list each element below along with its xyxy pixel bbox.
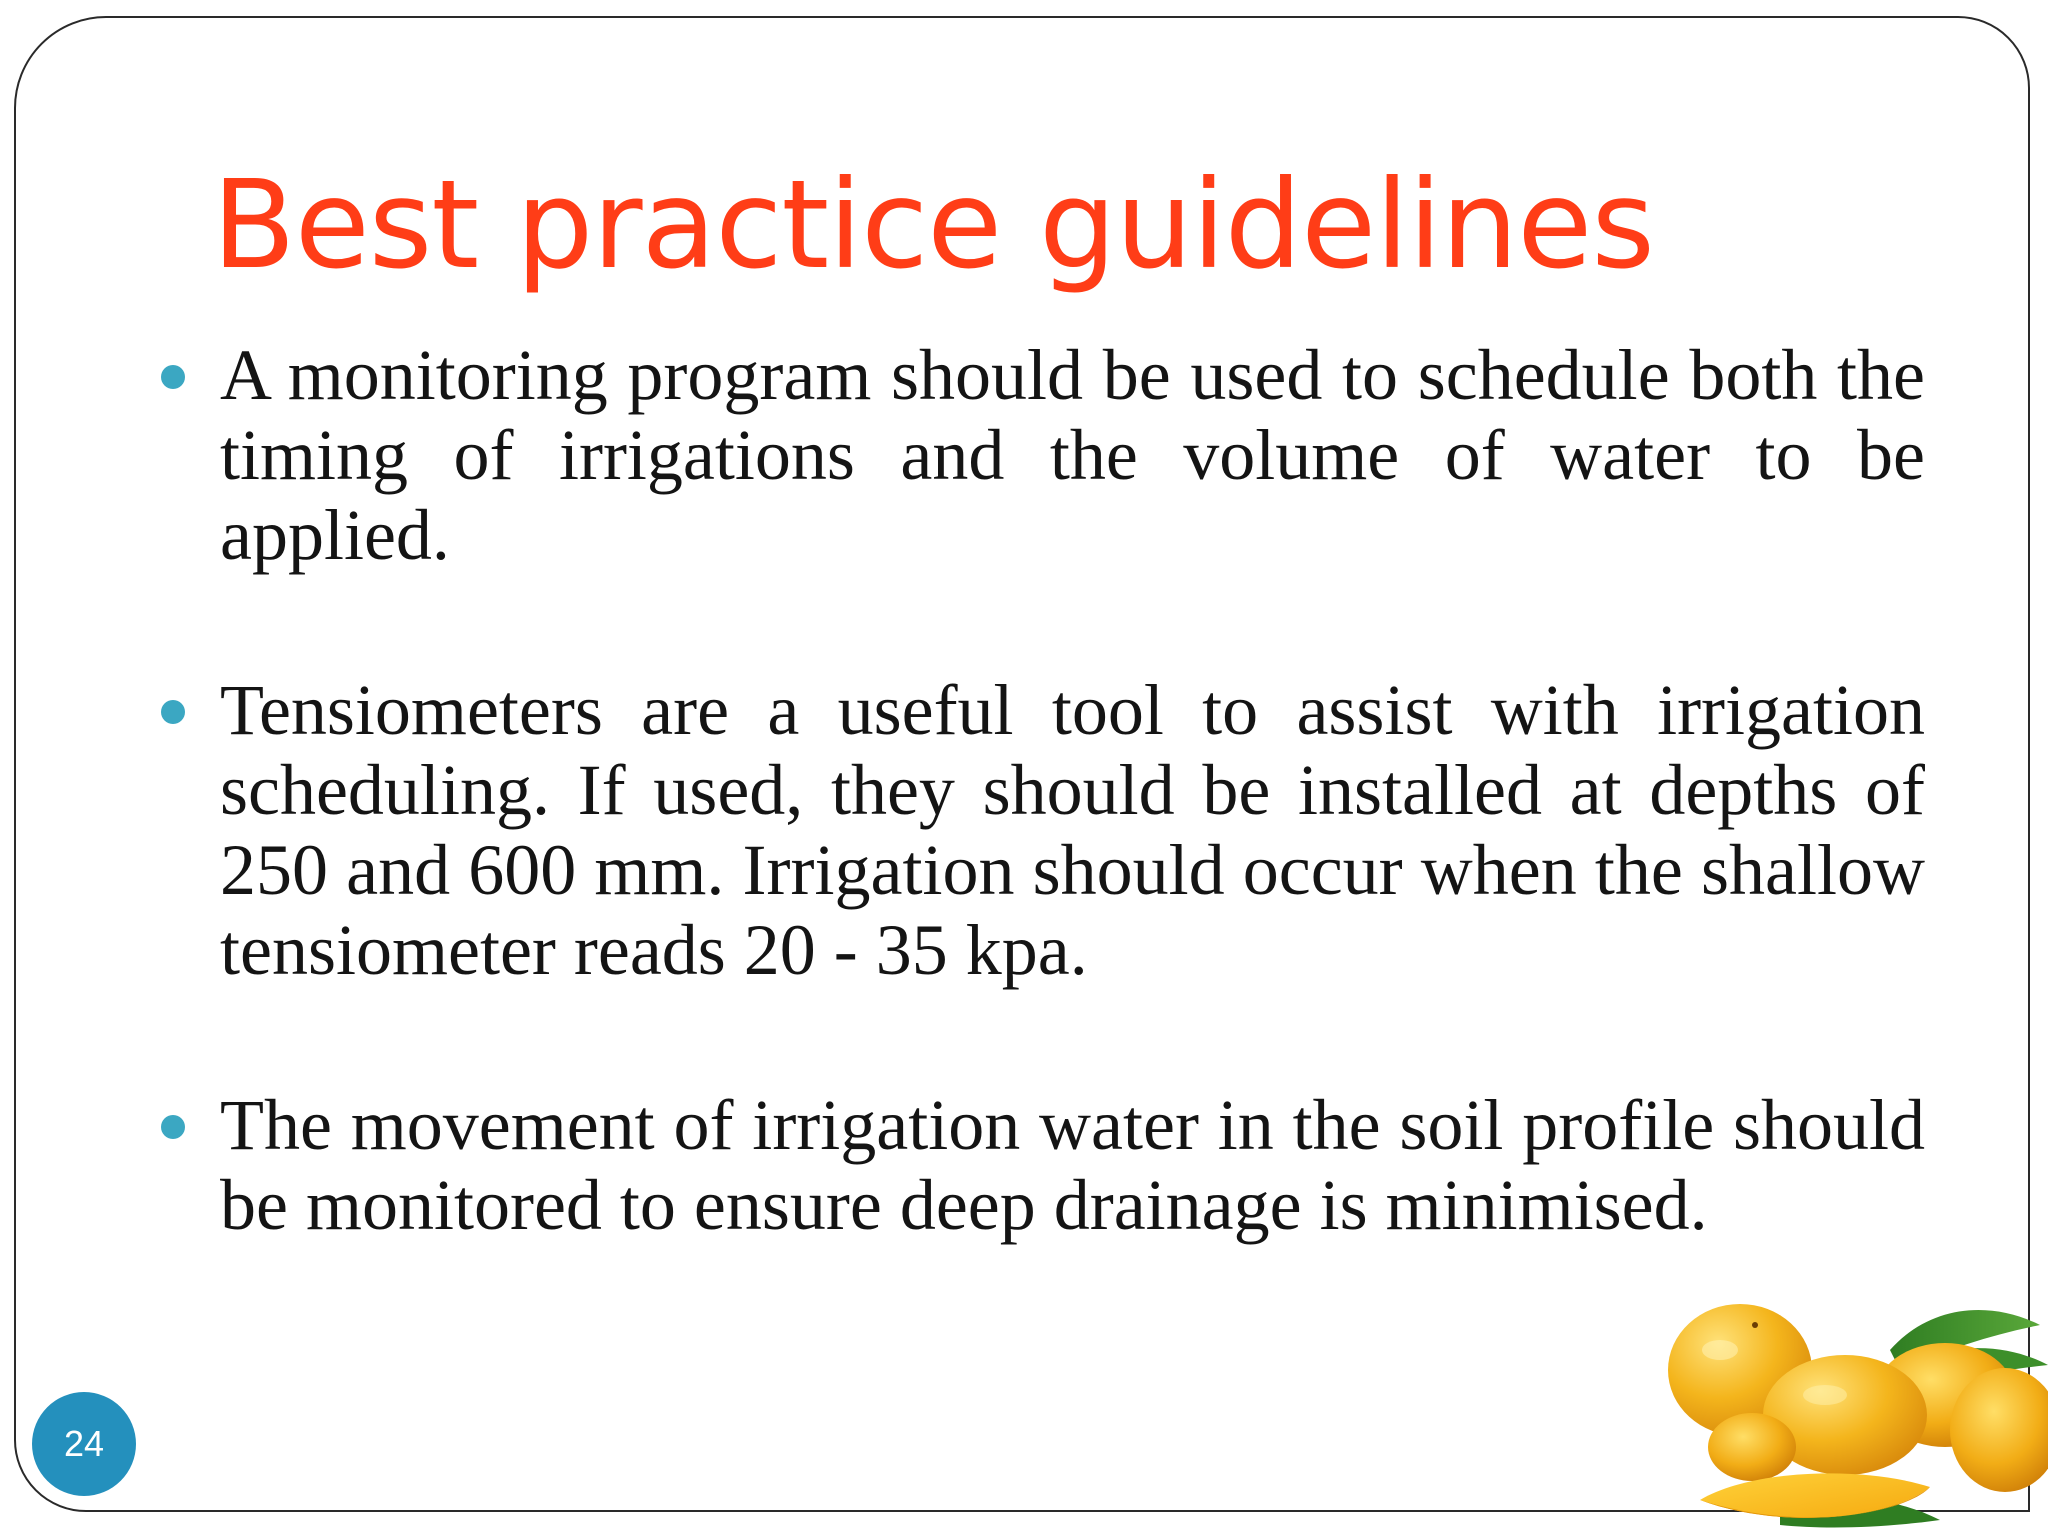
bullet-text: The movement of irrigation water in the soil profile should be monitored to ensure deep drainage is minimised. bbox=[220, 1085, 1925, 1245]
mango-icon bbox=[1660, 1295, 2048, 1536]
bullet-text: A monitoring program should be used to schedule both the timing of irrigations and the volume of water to be applied. bbox=[220, 335, 1925, 575]
slide-number-badge: 24 bbox=[32, 1392, 136, 1496]
bullet-list bbox=[155, 335, 1925, 1340]
bullet-item-monitoring bbox=[155, 335, 1925, 575]
bullet-text: Tensiometers are a useful tool to assist with irrigation scheduling. If used, they should be installed at depths of 250 and 600 mm. Irrigation should occur when the shallow tensiometer reads 20 - 35 kpa. bbox=[220, 670, 1925, 990]
bullet-item-water-movement bbox=[155, 1085, 1925, 1245]
bullet-dot-icon bbox=[161, 365, 185, 389]
slide-title: Best practice guidelines bbox=[212, 154, 1654, 296]
bullet-item-tensiometers bbox=[155, 670, 1925, 990]
bullet-dot-icon bbox=[161, 700, 185, 724]
bullet-dot-icon bbox=[161, 1115, 185, 1139]
